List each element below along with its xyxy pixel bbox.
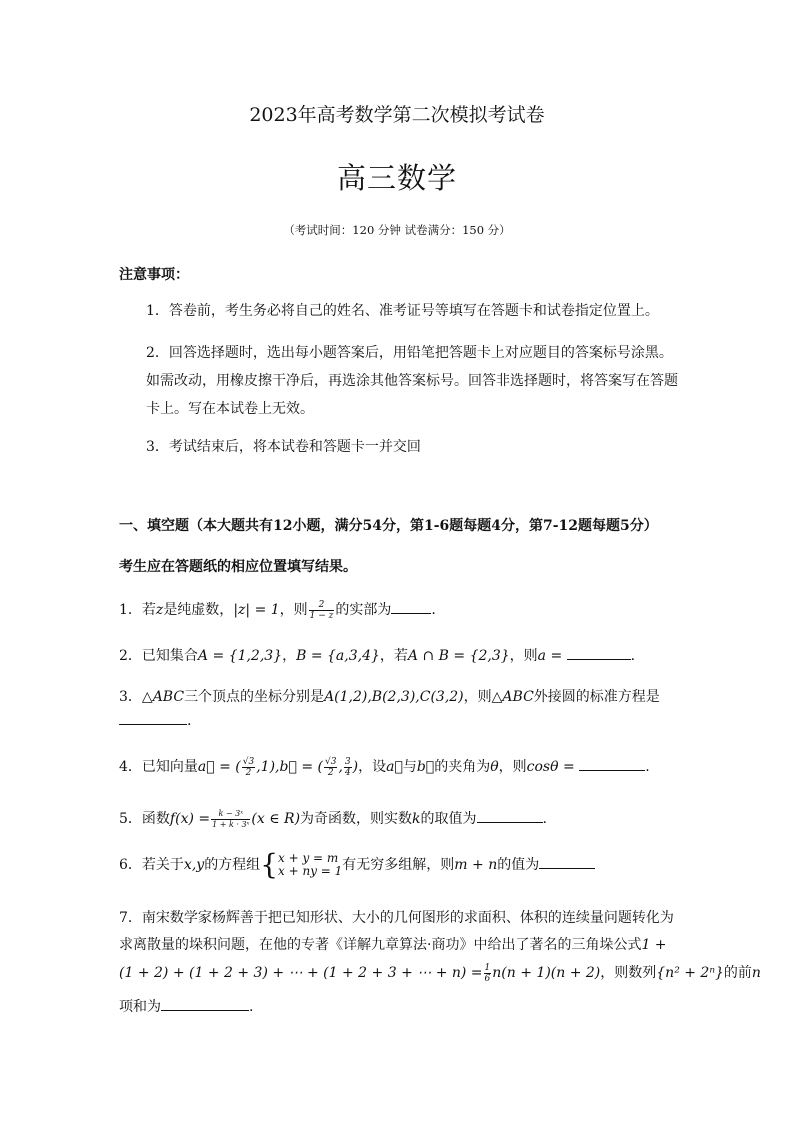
q5-text: . [542,811,547,827]
fraction-denominator: 6 [484,973,491,984]
question-4 [119,756,650,778]
q1-text: . [431,602,436,618]
q5-fraction [211,809,250,830]
q4-text: ，设 [358,759,387,775]
q7-math: n(n + 1)(n + 2) [492,965,601,981]
question-3-answer-line [119,712,191,729]
q2-text: 2．已知集合 [119,648,198,664]
notice-heading: 注意事项： [119,267,189,283]
q4-fraction [242,757,255,778]
fraction-denominator: 4 [344,767,351,778]
answer-blank[interactable] [477,810,543,823]
question-7-line-4 [119,996,253,1016]
q5-text: 5．函数 [119,811,170,827]
answer-blank[interactable] [567,647,631,660]
q7-text: 项和为 [119,999,161,1015]
exam-time-info: （考试时间：120 分钟 试卷满分：150 分） [283,223,511,237]
q5-text: 为奇函数，则实数 [300,811,413,827]
fraction-numerator: √3 [324,756,337,767]
question-1 [119,599,436,621]
q3-math: △ABC [141,689,185,705]
q4-fraction [344,757,352,778]
fraction-numerator: 1 [484,962,491,973]
q4-math: b⃗ [416,759,435,775]
question-7-line-1: 7．南宋数学家杨辉善于把已知形状、大小的几何图形的求面积、体积的连续量问题转化为 [119,910,674,926]
section-title: 一、填空题（本大题共有12小题，满分54分，第1-6题每题4分，第7-12题每题5分） [119,518,658,534]
section-instruction: 考生应在答题纸的相应位置填写结果。 [119,559,357,575]
q2-text: ，则 [509,648,538,664]
exam-title: 2023年高考数学第二次模拟考试卷 [249,104,545,126]
q7-math: 1 + [641,937,667,953]
q4-math: ,1),b⃗ = ( [256,759,323,775]
q2-math: a = [537,648,563,664]
q5-math: (x ∈ R) [251,811,301,827]
q4-math: cosθ = [526,759,575,775]
fraction-numerator: 3 [344,756,351,767]
answer-blank[interactable] [391,601,431,614]
question-5 [119,808,547,830]
answer-blank[interactable] [579,758,645,771]
notice-item-1: 1．答卷前，考生务必将自己的姓名、准考证号等填写在答题卡和试卷指定位置上。 [146,303,659,319]
q6-equation-system [278,852,342,878]
fraction-denominator: 1 + k · 3ˣ [212,819,250,829]
q7-text: 的前 [723,965,752,981]
q3-text: 三个顶点的坐标分别是 [184,689,325,705]
question-7-line-2 [119,934,667,954]
q4-text: 的夹角为 [434,759,491,775]
q2-math: A = {1,2,3} [197,648,283,664]
answer-blank[interactable] [119,712,187,725]
q6-math: x,y [183,857,205,873]
q4-math: a⃗ [386,759,403,775]
fraction-numerator: √3 [242,756,255,767]
equation-line: x + y = m [278,851,339,865]
q4-math: a⃗ = ( [197,759,241,775]
q7-text: . [249,999,254,1015]
question-7-line-3 [119,962,761,984]
fraction-numerator: k − 3ˣ [211,809,250,820]
q7-text: 求离散量的垛积问题，在他的专著《详解九章算法·商功》中给出了著名的三角垛公式 [119,937,642,953]
question-2 [119,645,635,665]
q7-math: {n² + 2ⁿ} [656,965,724,981]
q2-text: ， [282,648,297,664]
q1-text: 是纯虚数， [163,602,234,618]
question-6 [119,848,595,881]
q1-math: |z| = 1 [233,602,280,618]
q6-text: 有无穷多组解，则 [342,857,455,873]
equation-line: x + ny = 1 [278,864,343,878]
q7-fraction [484,963,492,984]
q5-math: f(x) = [169,811,211,827]
q4-math: ) [352,759,359,775]
q3-text: 外接圆的标准方程是 [533,689,660,705]
q4-math: θ [490,759,499,775]
q4-text: 4．已知向量 [119,759,198,775]
fraction-numerator: 2 [309,600,335,611]
q5-text: 的取值为 [420,811,477,827]
q3-math: A(1,2),B(2,3),C(3,2) [324,689,464,705]
q6-text: 的值为 [497,857,540,873]
q4-math: , [338,759,343,775]
subject-title: 高三数学 [336,161,457,195]
q7-text: ，则数列 [600,965,657,981]
answer-blank[interactable] [161,998,249,1011]
q1-text: 的实部为 [335,602,392,618]
q7-math: n [751,965,761,981]
q1-text: 1．若 [119,602,156,618]
fraction-denominator: 2 [245,767,252,778]
notice-item-3: 3．考试结束后，将本试卷和答题卡一并交回 [146,439,421,455]
q3-text: ，则 [463,689,492,705]
q1-fraction [309,600,335,621]
q1-math: z [155,602,164,618]
q2-math: B = {a,3,4} [296,648,380,664]
fraction-denominator: 2 [327,767,334,778]
q4-text: . [645,759,650,775]
q2-text: ，若 [379,648,408,664]
q6-text: 的方程组 [204,857,261,873]
q4-text: 与 [402,759,417,775]
fraction-denominator: 1 − z [309,610,334,621]
answer-blank[interactable] [539,856,595,869]
notice-item-2: 2．回答选择题时，选出每小题答案后，用铅笔把答题卡上对应题目的答案标号涂黑。如需改动，用橡皮擦干净后，再选涂其他答案标号。回答非选择题时，将答案写在答题卡上。写在本试卷上无效。 [146,345,678,417]
q3-text: . [187,713,192,729]
question-3 [119,686,660,706]
left-brace-icon: { [260,848,279,881]
q4-text: ，则 [498,759,527,775]
q6-math: m + n [454,857,498,873]
q2-text: . [630,648,636,664]
q3-text: 3． [119,689,142,705]
q3-math: △ABC [491,689,534,705]
q5-math: k [412,811,421,827]
q2-math: A ∩ B = {2,3} [407,648,510,664]
q6-text: 6．若关于 [119,857,184,873]
q7-math: (1 + 2) + (1 + 2 + 3) + ⋯ + (1 + 2 + 3 + ⋯ + n) = [119,965,483,981]
q4-fraction [324,757,337,778]
q1-text: ，则 [279,602,308,618]
